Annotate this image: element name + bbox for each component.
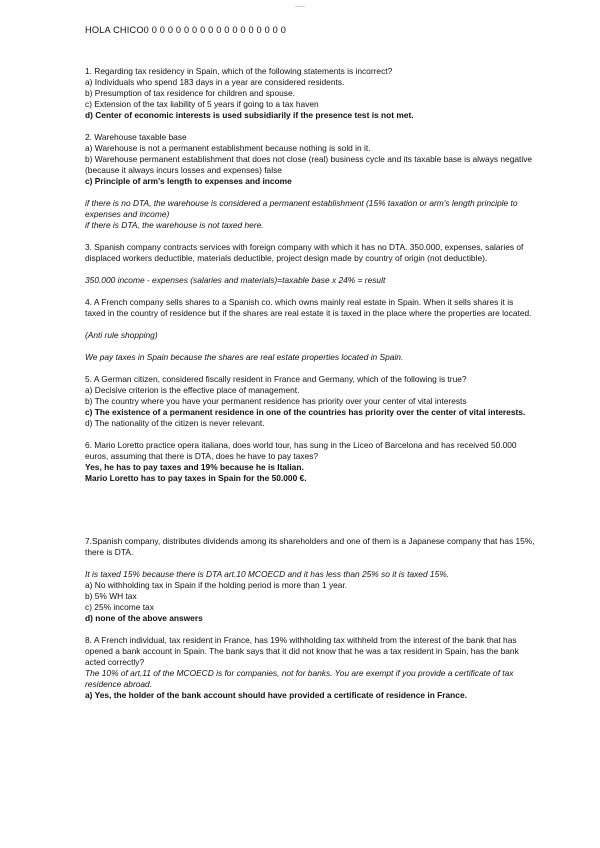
q7-option-c: c) 25% income tax — [85, 602, 154, 612]
q7-option-d: d) none of the above answers — [85, 613, 203, 623]
q7-option-b: b) 5% WH tax — [85, 591, 137, 601]
q3-question: 3. Spanish company contracts services with foreign company with which it has no DTA. 350.000, expenses, salaries of displaced workers deductible, materials deductible, project design made by country of origin (not deductible). — [85, 242, 524, 263]
q5-option-d: d) The nationality of the citizen is never relevant. — [85, 418, 265, 428]
q2-option-c: c) Principle of arm's length to expenses and income — [85, 176, 292, 186]
question-2 — [85, 132, 535, 231]
q2-option-a: a) Warehouse is not a permanent establishment because nothing is sold in it. — [85, 143, 371, 153]
q7-option-a: a) No withholding tax in Spain if the holding period is more than 1 year. — [85, 580, 348, 590]
q5-option-c: c) The existence of a permanent residence in one of the countries has priority over the center of vital interests. — [85, 407, 526, 417]
q2-question: 2. Warehouse taxable base — [85, 132, 187, 142]
question-3 — [85, 242, 535, 286]
question-8 — [85, 635, 535, 701]
q8-option-a: a) Yes, the holder of the bank account should have provided a certificate of residence in France. — [85, 690, 467, 700]
q8-note: The 10% of art.11 of the MCOECD is for companies, not for banks. You are exempt if you provide a certificate of tax residence abroad. — [85, 668, 514, 689]
q6-answer-1: Yes, he has to pay taxes and 19% because he is Italian. — [85, 462, 304, 472]
page-top-mark: ___ — [294, 1, 305, 7]
q1-option-d: d) Center of economic interests is used subsidiarily if the presence test is not met. — [85, 110, 414, 120]
q8-question: 8. A French individual, tax resident in France, has 19% withholding tax withheld from the interest of the bank that has opened a bank account in Spain. The bank says that it did not know that he was a tax resident in Spain, has the bank acted correctly? — [85, 635, 519, 667]
question-7 — [85, 536, 535, 624]
page-header: HOLA CHICO0 0 0 0 0 0 0 0 0 0 0 0 0 0 0 0 0 0 — [85, 25, 287, 35]
q6-question: 6. Mario Loretto practice opera italiana, does world tour, has sung in the Liceo of Barcelona and has received 50.000 euros, assuming that there is DTA, does he have to pay taxes? — [85, 440, 517, 461]
q1-option-c: c) Extension of the tax liability of 5 years if going to a tax haven — [85, 99, 319, 109]
q6-answer-2: Mario Loretto has to pay taxes in Spain for the 50.000 €. — [85, 473, 307, 483]
q3-note: 350.000 income - expenses (salaries and materials)=taxable base x 24% = result — [85, 275, 386, 285]
q1-option-b: b) Presumption of tax residence for children and spouse. — [85, 88, 295, 98]
q4-note-2: We pay taxes in Spain because the shares are real estate properties located in Spain. — [85, 352, 404, 362]
q2-note-1: if there is no DTA, the warehouse is considered a permanent establishment (15% taxation or arm's length principle to expenses and income) — [85, 198, 518, 219]
q1-option-a: a) Individuals who spend 183 days in a year are considered residents. — [85, 77, 345, 87]
q4-question: 4. A French company sells shares to a Spanish co. which owns mainly real estate in Spain. When it sells shares it is taxed in the country of residence but if the shares are real estate it is taxed in the place where the properties are located. — [85, 297, 532, 318]
q5-question: 5. A German citizen, considered fiscally resident in France and Germany, which of the following is true? — [85, 374, 467, 384]
question-1 — [85, 66, 535, 121]
q4-note-1: (Anti rule shopping) — [85, 330, 158, 340]
q2-note-2: if there is DTA, the warehouse is not taxed here. — [85, 220, 264, 230]
question-5 — [85, 374, 535, 429]
question-6 — [85, 440, 535, 484]
document-page — [85, 24, 535, 701]
q5-option-a: a) Decisive criterion is the effective place of management. — [85, 385, 300, 395]
q1-question: 1. Regarding tax residency in Spain, which of the following statements is incorrect? — [85, 66, 393, 76]
question-4 — [85, 297, 535, 363]
q7-note: It is taxed 15% because there is DTA art.10 MCOECD and it has less than 25% so it is taxed 15%. — [85, 569, 450, 579]
q5-option-b: b) The country where you have your permanent residence has priority over your center of vital interests — [85, 396, 467, 406]
q2-option-b: b) Warehouse permanent establishment that does not close (real) business cycle and its taxable base is always negative (because it always incurs losses and expenses) false — [85, 154, 533, 175]
q7-question: 7.Spanish company, distributes dividends among its shareholders and one of them is a Japanese company that has 15%, there is DTA. — [85, 536, 535, 557]
